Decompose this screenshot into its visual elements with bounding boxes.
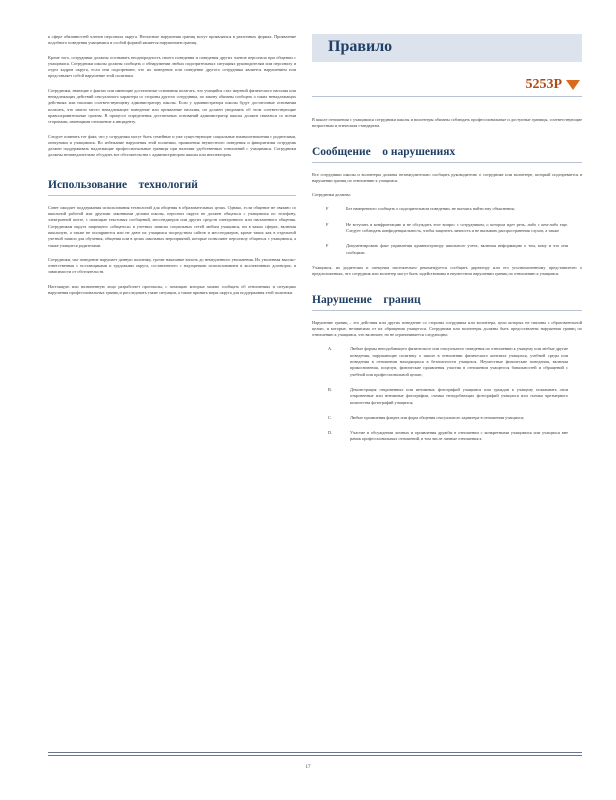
report-item-marker: F — [326, 221, 329, 227]
report-item-text: Документировать факт управления администратору школьного учета, включая информацию о том, кому и что они сообщили. — [346, 243, 568, 255]
left-paragraph-2: Кроме того, сотрудники должны осознавать неоднородность своего поведения и поведения других членов персонала при общении с учащимися. Сотрудники школы должны сообщать о обнаружении любых подозрительных ситуациях руководителям или персоналу и отдел кадров округа, если они подозревают, что их поведение или поведение другого сотрудника является нарушением или представляет собой нарушение этой политики. — [48, 54, 296, 79]
page-number: 17 — [305, 765, 311, 770]
rule-banner-title: Правило — [328, 38, 393, 55]
boundary-item-marker: A. — [328, 346, 333, 352]
tech-paragraph-3: Настоящую или назначенную лицо разработает протоколы, с помощью которых можно сообщать об отношениях и ситуациях нарушения профессиональных границ и расследовать такие ситуации, а также принять меры округа для поддержания этой политики. — [48, 283, 296, 296]
tech-paragraph-1: Совет ожидает поддержания использования технологий для общения в образовательных целях. Однако, если общение не связано со школьной работой или другими законными делами школы, персонал округа не должен общаться с учащимися по телефону, электронной почте, с помощью текстовых сообщений, мессенджеров или других средств электронного или письменного общения. Сотрудникам округа запрещено «общаться» в учетных записях социальных сетей любым учащимся, ни в каких сферах, включая школьную, а также не поощряются или не дают их учащимся посредством сайтов и мессенджеров, кроме таких как в отдельной учетной записи для обучения, общения или в целях школьных мероприятий, которые позволяют персоналу общаться с учащимися, а также учащиеся родителями. — [48, 204, 296, 248]
boundary-item — [312, 346, 582, 377]
left-paragraph-4: Следует помнить тот факт, что у сотрудника могут быть семейные и уже существующие социальные взаимоотношения с родителями, опекунами и учащимися. Во избежание нарушения этой политики, проявления неуместного поведения и фаворитизма сотрудник должен поддерживать надлежащие профессиональные границы при наличии удобственных отношений с учащимися. Сотрудники должны незамедлительно обсудить все обстоятельства с администратором школы или инспектором. — [48, 133, 296, 158]
report-item-marker: F — [326, 243, 329, 249]
boundary-item-text: Любые проявления флирта или форм общения сексуального характера в отношении учащихся; — [350, 414, 525, 420]
left-paragraph-1: к сфере обязанностей членов персонала округа. Негласные нарушения границ могут проявляться в различных формах. Проявление подобного поведения учащимися и особой формой является нарушением границ. — [48, 34, 296, 46]
boundary-item-text: Любые формы неподобающего физического или сексуального поведения по отношению к учащему или любые другие поведения, нарушающие политику о школе в отношении физического контакта учащихся, учебной среды или поведения в отношении находящихся в безопасности учащихся. Неуместные физические поведения, включая прикосновения, поцелуи, физические проявления участия в отношении учащегося банальностей и обращений с учебной или профессиональной целью; — [350, 346, 568, 377]
boundary-item — [312, 387, 582, 406]
rule-banner — [312, 34, 582, 62]
report-item-marker: F — [326, 206, 329, 212]
rule-code-row — [312, 74, 582, 97]
tech-paragraph-2: Сотрудники, чье поведение нарушает данную политику, грозит наказание вплоть до немедленного увольнения. Их уволенная высоко-ответственная с поставщиками и трудовыми округа, составленного с надзорными использованием в коллективных договорах, в зависимости от обстоятельств. — [48, 256, 296, 275]
report-item — [312, 243, 582, 256]
boundary-item-text: Демонстрация откровенных или интимных фотографий учащимся или граждан к учащему показывать свои откровенные или интимные фотографии, съемка неподобающих фотографий учащихся или съемка чрезмерного количества фотографий учащихся; — [350, 386, 568, 405]
report-paragraph-1: Все сотрудники школы и волонтеры должны незамедлительно сообщать руководителю о сотруднике или волонтере, который подозревается в нарушении границ по отношению к учащимся. — [312, 171, 582, 183]
boundary-item — [312, 415, 582, 421]
report-item-text: Без намеренного сообщать о подозрительном поведении, не пытаясь найти ему объяснения; — [346, 206, 515, 212]
rule-intro: В школе отношения с учащимися сотрудники школы и волонтеры обязаны соблюдать профессиональные и доступные границы, соответствующие возрастным и этическим стандартам. — [312, 117, 582, 129]
report-paragraph-2: Сотрудники должны: — [312, 192, 351, 198]
tech-section-heading: Использование технологий — [48, 179, 296, 196]
left-column — [48, 34, 296, 304]
boundary-paragraph: Нарушение границ – это действия или других поведение со стороны сотрудника или волонтера, цели которых не связаны с образовательной целью, и которые, независимо от их обращения учащегося. Сотрудники или волонтеры должны быть предоставлены нарушения границ по отношению к учащимся, что включает, но не ограничивается следующим: — [312, 319, 582, 338]
rule-code: 5253Р — [525, 77, 562, 92]
right-column — [312, 34, 582, 452]
report-item-text: Не вступать в конфронтацию и не обсуждать этот вопрос с сотрудником, о котором идет речь, либо с кем-либо еще. Следует соблюдать конфиденциальность, чтобы защитить личность и не вызывать распространения слухов, а также — [346, 221, 568, 234]
boundary-item-marker: B. — [328, 386, 332, 392]
boundary-item — [312, 430, 582, 443]
triangle-down-icon — [566, 80, 580, 90]
boundary-section-heading: Нарушение границ — [312, 294, 582, 311]
boundary-item-marker: C. — [328, 414, 332, 420]
report-paragraph-3: Учащимся, их родителям и опекунам настоятельно рекомендуется сообщать директору или его уполномоченному представителю о предположениях, что сотрудник или волонтер могут быть задействованы в неуместном нарушении границ по отношению к учащимся. — [312, 264, 582, 277]
left-paragraph-3: Сотрудники, знающие о фактах или имеющие достаточные основания полагать, что учащийся стал жертвой физического насилия или ненадлежащих действий сексуального характера со стороны другого сотрудника, по закону обязаны сообщать о таких ненадлежащих действиях или насилии соответствующему администратору школы. Если у администратора школы будут достаточные основания полагать, что имело место ненадлежащее поведение или проявление насилия, он должен уведомить об этом соответствующие правоохранительные органы. В процессе определения достаточных оснований администратор школы должен связаться со всеми сторонами, имеющими отношение к инциденту. — [48, 87, 296, 125]
footer-rule — [48, 752, 582, 753]
report-item — [312, 222, 582, 235]
boundary-item-marker: D. — [328, 430, 333, 436]
boundary-item-text: Участие в обсуждении личных и проявления дружбы в отношении с конкретными учащимися или учащихся вне рамок профессиональных отношений, в том числе личные отношения к — [350, 430, 568, 442]
report-item — [312, 206, 582, 212]
report-section-heading: Сообщение о нарушениях — [312, 146, 582, 163]
